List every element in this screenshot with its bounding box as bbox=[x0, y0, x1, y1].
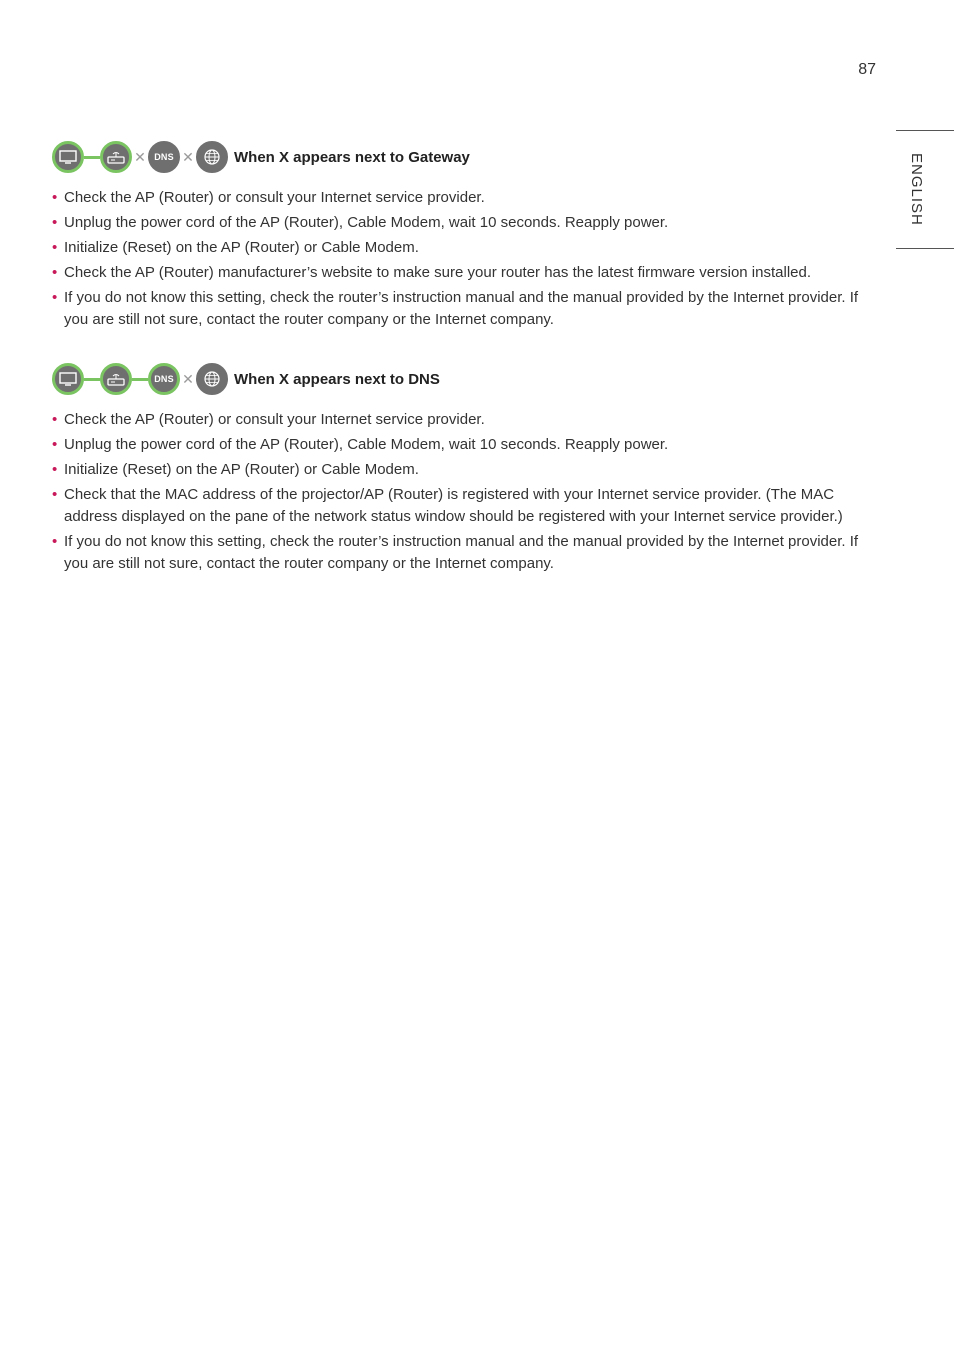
connection-fail-mark: ✕ bbox=[134, 149, 146, 165]
globe-icon bbox=[196, 363, 228, 395]
list-item: • Unplug the power cord of the AP (Router), Cable Modem, wait 10 seconds. Reapply power. bbox=[52, 212, 862, 234]
section-header bbox=[52, 139, 862, 175]
side-tab-label: ENGLISH bbox=[908, 153, 925, 226]
section-header bbox=[52, 361, 862, 397]
section-title: When X appears next to DNS bbox=[234, 370, 440, 388]
page-number: 87 bbox=[858, 61, 876, 78]
router-icon bbox=[100, 363, 132, 395]
router-icon bbox=[100, 141, 132, 173]
tv-icon bbox=[52, 363, 84, 395]
network-status-diagram bbox=[52, 363, 228, 395]
dns-label: DNS bbox=[154, 152, 174, 162]
dns-label: DNS bbox=[154, 374, 174, 384]
gateway-section bbox=[52, 139, 862, 334]
language-side-tab bbox=[896, 130, 954, 249]
connection-fail-mark: ✕ bbox=[182, 371, 194, 387]
dns-section bbox=[52, 361, 862, 578]
section-title: When X appears next to Gateway bbox=[234, 148, 470, 166]
list-item: • Initialize (Reset) on the AP (Router) or Cable Modem. bbox=[52, 237, 862, 259]
tv-icon bbox=[52, 141, 84, 173]
list-item: • Check the AP (Router) or consult your Internet service provider. bbox=[52, 187, 862, 209]
troubleshooting-list bbox=[52, 409, 862, 575]
list-item: • Check the AP (Router) manufacturer’s website to make sure your router has the latest firmware version installed. bbox=[52, 262, 862, 284]
connection-ok-link bbox=[132, 378, 148, 381]
connection-ok-link bbox=[84, 156, 100, 159]
connection-fail-mark: ✕ bbox=[182, 149, 194, 165]
list-item: • Unplug the power cord of the AP (Router), Cable Modem, wait 10 seconds. Reapply power. bbox=[52, 434, 862, 456]
dns-icon bbox=[148, 141, 180, 173]
connection-ok-link bbox=[84, 378, 100, 381]
troubleshooting-list bbox=[52, 187, 862, 331]
list-item: • Initialize (Reset) on the AP (Router) or Cable Modem. bbox=[52, 459, 862, 481]
list-item: • Check the AP (Router) or consult your Internet service provider. bbox=[52, 409, 862, 431]
globe-icon bbox=[196, 141, 228, 173]
list-item: • Check that the MAC address of the projector/AP (Router) is registered with your Internet service provider. (The MAC address displayed on the pane of the network status window should be registered with your Internet service provider.) bbox=[52, 484, 862, 528]
network-status-diagram bbox=[52, 141, 228, 173]
list-item: • If you do not know this setting, check the router’s instruction manual and the manual provided by the Internet provider. If you are still not sure, contact the router company or the Internet company. bbox=[52, 531, 862, 575]
dns-icon bbox=[148, 363, 180, 395]
list-item: • If you do not know this setting, check the router’s instruction manual and the manual provided by the Internet provider. If you are still not sure, contact the router company or the Internet company. bbox=[52, 287, 862, 331]
